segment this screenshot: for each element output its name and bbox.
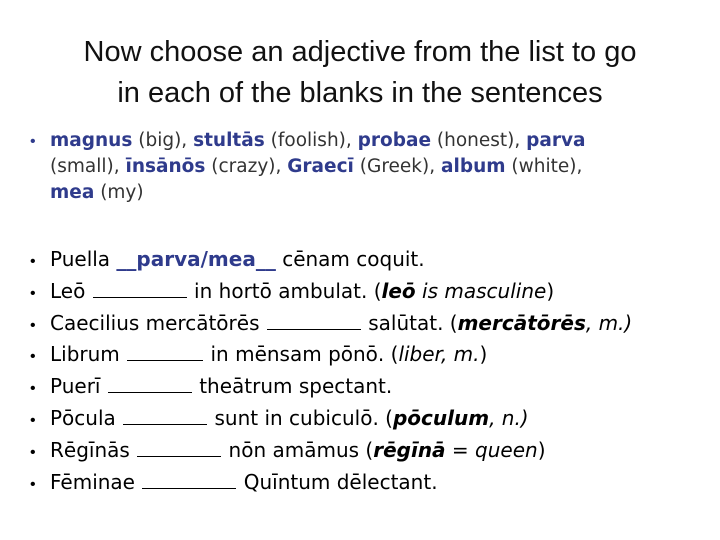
note-text: is masculine xyxy=(415,278,547,303)
adjective-list xyxy=(8,128,708,206)
adjective-word: magnus xyxy=(50,130,133,151)
note-text: , m.) xyxy=(585,310,633,335)
sentence-end: Quīntum dēlectant. xyxy=(237,469,438,494)
adjective-gloss: (white), xyxy=(505,156,583,177)
bullet-icon: • xyxy=(30,443,36,461)
sentence-item xyxy=(8,371,708,403)
sentence-start: Puella xyxy=(50,247,117,271)
bullet-icon: • xyxy=(30,253,36,270)
title-line-1: Now choose an adjective from the list to go xyxy=(83,36,637,68)
adjective-word: album xyxy=(441,156,506,177)
answer-blank[interactable] xyxy=(127,359,203,361)
note-word: pōculum xyxy=(392,405,490,430)
sentence-end: nōn amāmus ( xyxy=(222,437,374,462)
answer-blank[interactable] xyxy=(108,391,192,393)
note-text: liber, m. xyxy=(398,342,480,367)
filled-answer[interactable]: __parva/mea__ xyxy=(116,247,276,271)
adjective-list-item xyxy=(8,128,708,206)
sentence-end: in hortō ambulat. ( xyxy=(187,278,382,303)
answer-blank[interactable] xyxy=(123,423,207,425)
sentence-end: cēnam coquit. xyxy=(275,247,425,271)
title-line-2: in each of the blanks in the sentences xyxy=(117,77,603,109)
note-close: ) xyxy=(479,342,488,367)
answer-blank[interactable] xyxy=(137,455,221,457)
note-text: = queen xyxy=(445,437,538,462)
sentence-item xyxy=(8,276,708,308)
bullet-icon: • xyxy=(30,316,36,334)
adjective-word: stultās xyxy=(193,130,265,151)
adjective-word: mea xyxy=(50,182,95,203)
sentence-end: salūtat. ( xyxy=(361,310,458,335)
sentence-item xyxy=(8,403,708,435)
sentence-start: Puerī xyxy=(50,374,107,399)
note-close: ) xyxy=(537,437,546,462)
sentence-start: Fēminae xyxy=(50,469,142,494)
note-close: ) xyxy=(546,278,555,303)
slide-title xyxy=(0,32,720,114)
bullet-icon: • xyxy=(30,133,36,150)
answer-blank[interactable] xyxy=(267,328,361,330)
sentence-item xyxy=(8,308,708,340)
adjective-gloss: (small), xyxy=(50,156,126,177)
note-word: leō xyxy=(381,278,416,303)
adjective-word: probae xyxy=(357,130,432,151)
bullet-icon: • xyxy=(30,284,36,302)
sentence-start: Pōcula xyxy=(50,405,123,430)
adjective-gloss: (honest), xyxy=(431,130,527,151)
sentence-end: sunt in cubiculō. ( xyxy=(208,405,393,430)
adjective-gloss: (Greek), xyxy=(353,156,441,177)
adjective-gloss: (crazy), xyxy=(205,156,288,177)
bullet-icon: • xyxy=(30,380,36,398)
adjective-gloss: (my) xyxy=(94,182,144,203)
bullet-icon: • xyxy=(30,475,36,493)
sentence-end: theātrum spectant. xyxy=(199,374,393,399)
note-word: mercātōrēs xyxy=(457,310,586,335)
sentence-start: Caecilius mercātōrēs xyxy=(50,310,266,335)
sentence-start: Rēgīnās xyxy=(50,437,137,462)
note-text: , n.) xyxy=(489,405,529,430)
answer-blank[interactable] xyxy=(93,296,187,298)
adjective-gloss: (big), xyxy=(132,130,194,151)
note-word: rēgīnā xyxy=(373,437,446,462)
adjective-word: Graecī xyxy=(287,156,354,177)
answer-blank[interactable] xyxy=(142,487,236,489)
adjective-word: parva xyxy=(526,130,586,151)
bullet-icon: • xyxy=(30,411,36,429)
sentence-item xyxy=(8,339,708,371)
adjective-gloss: (foolish), xyxy=(264,130,358,151)
sentence-start: Librum xyxy=(50,342,127,367)
sentence-start: Leō xyxy=(50,278,92,303)
sentence-list xyxy=(8,244,708,498)
sentence-item xyxy=(8,435,708,467)
sentence-item xyxy=(8,467,708,499)
sentence-item xyxy=(8,244,708,276)
adjective-word: īnsānōs xyxy=(125,156,206,177)
bullet-icon: • xyxy=(30,348,36,366)
sentence-end: in mēnsam pōnō. ( xyxy=(204,342,399,367)
